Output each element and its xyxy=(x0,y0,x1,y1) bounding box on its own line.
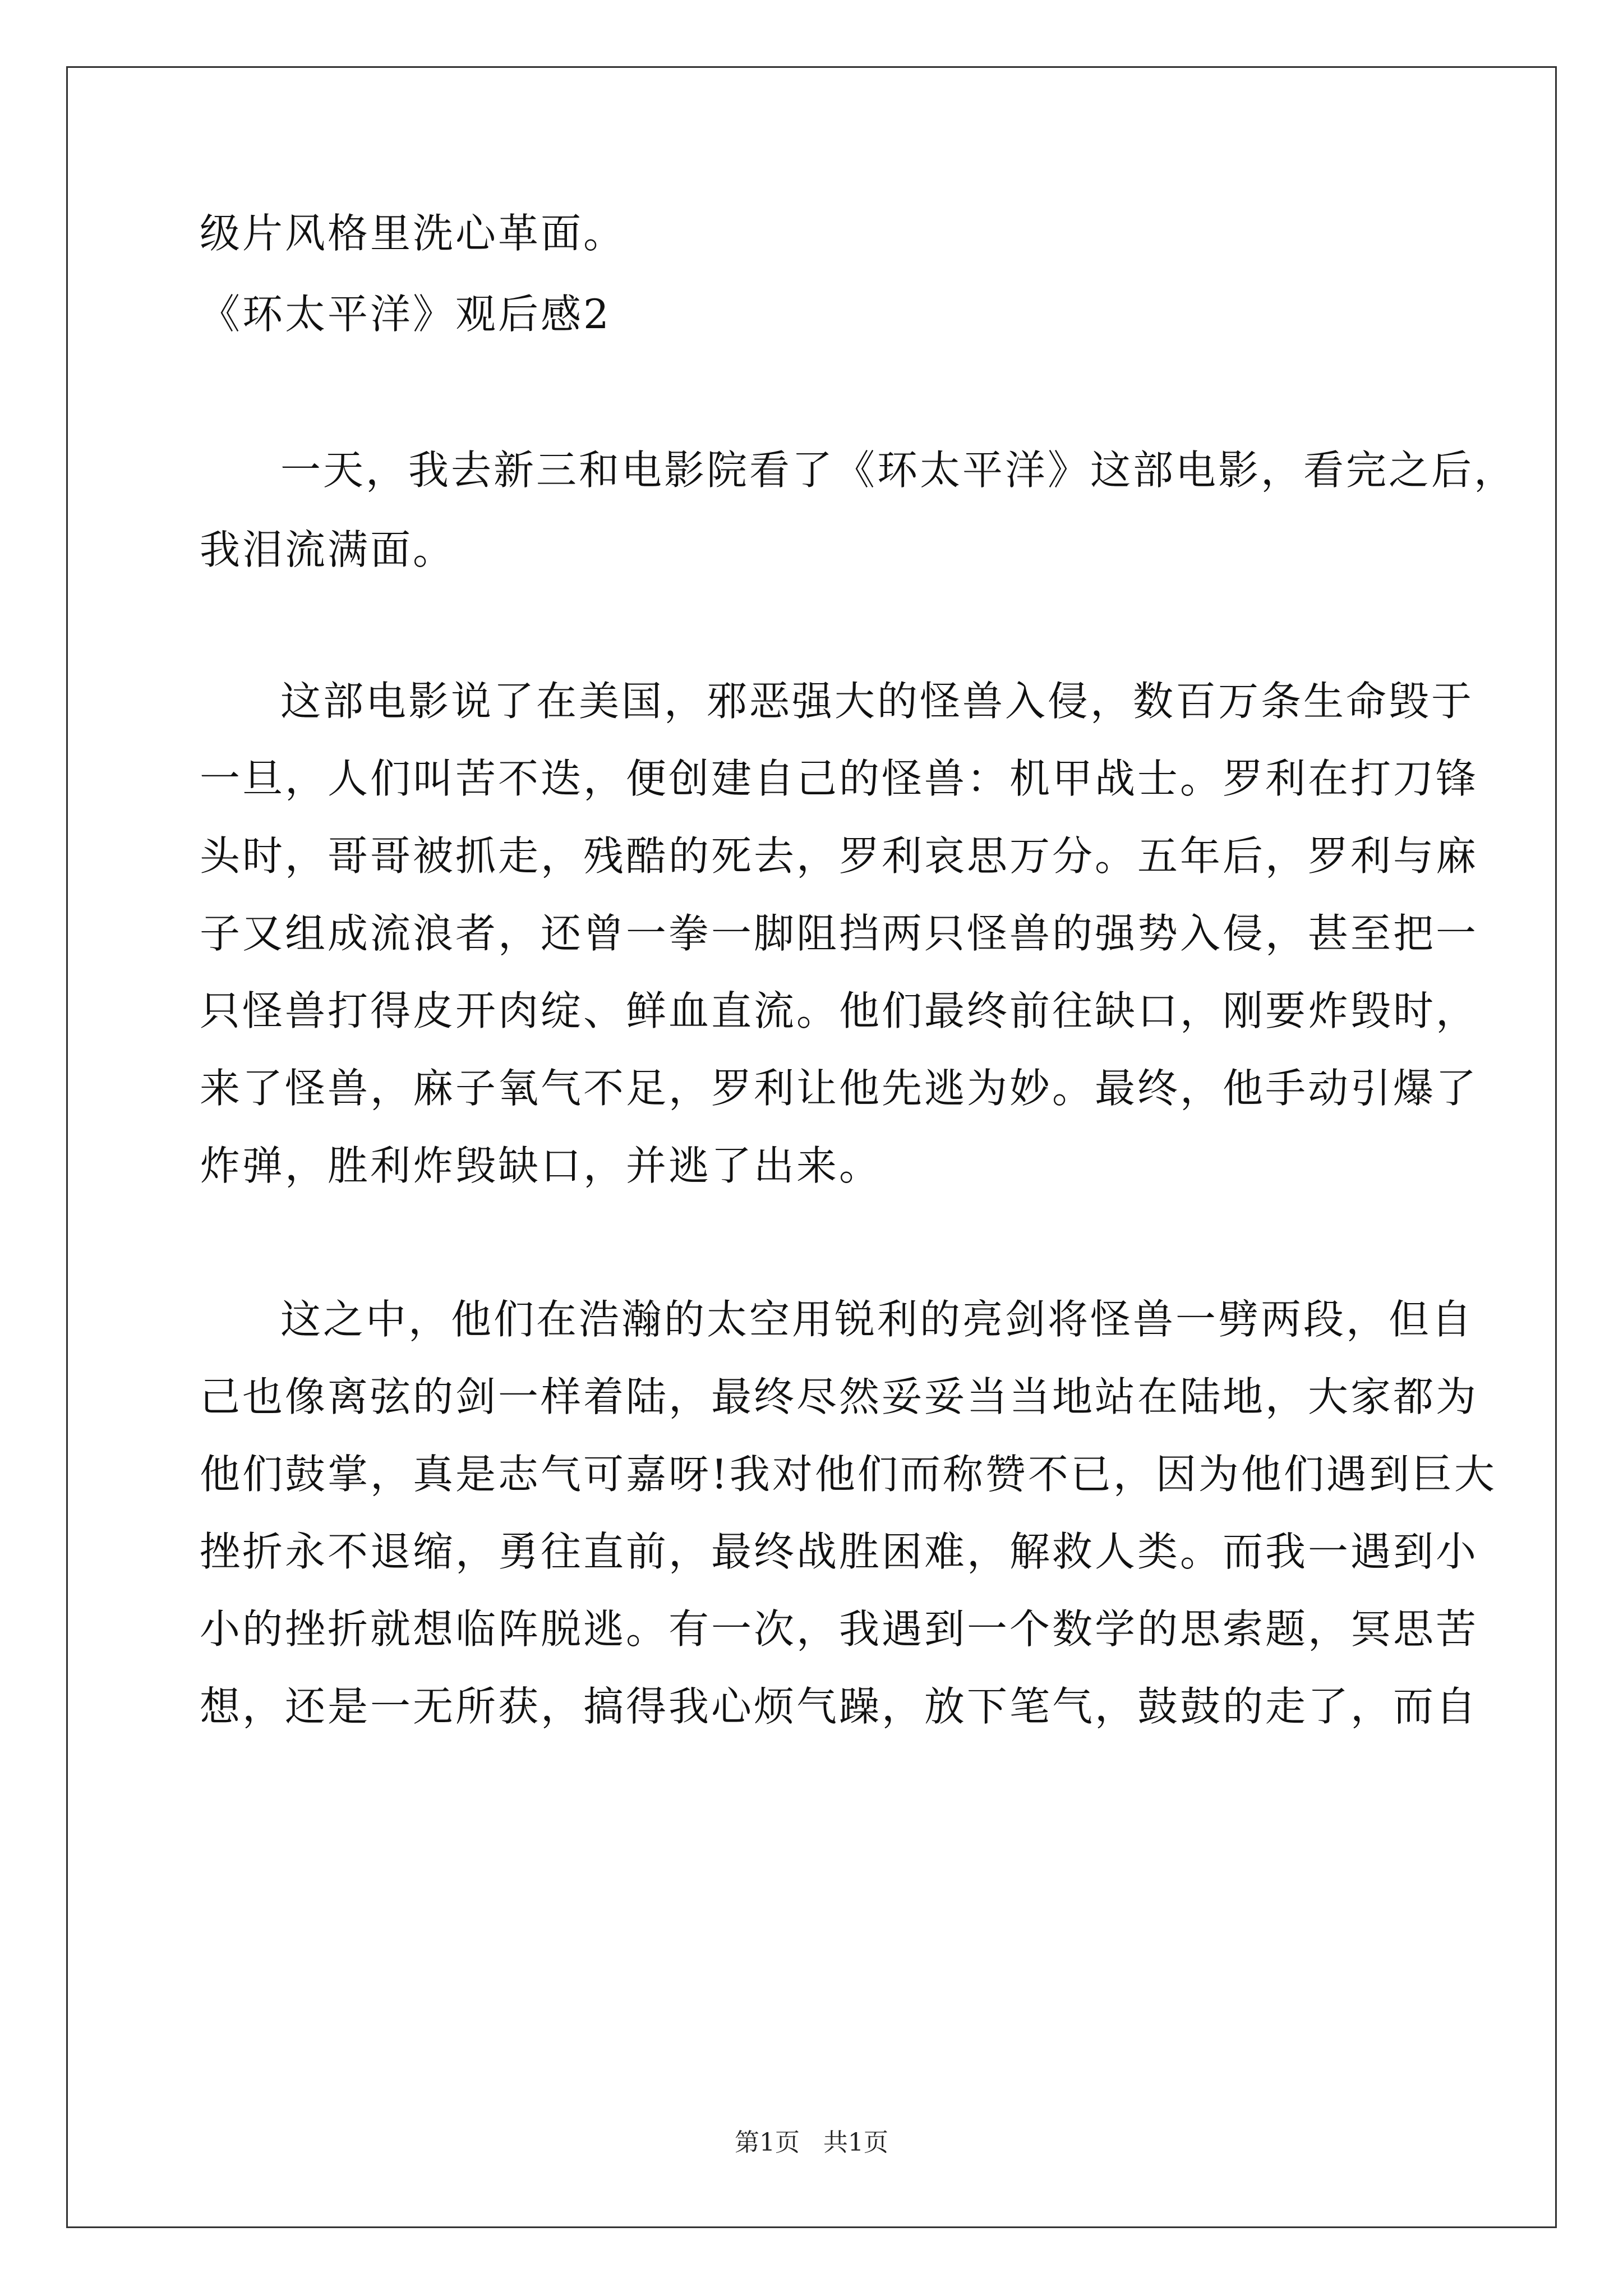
paragraph-line: 我泪流满面。 xyxy=(200,526,456,573)
paragraph-line: 小的挫折就想临阵脱逃。有一次，我遇到一个数学的思索题，冥思苦 xyxy=(200,1605,1479,1653)
paragraph-line: 来了怪兽，麻子氧气不足，罗利让他先逃为妙。最终，他手动引爆了 xyxy=(200,1065,1479,1112)
paragraph-line-continuation: 级片风格里洗心革面。 xyxy=(200,210,626,257)
page-number-footer: 第1页 共1页 xyxy=(735,2128,888,2157)
paragraph-line: 一天，我去新三和电影院看了《环太平洋》这部电影，看完之后， xyxy=(280,447,1517,494)
paragraph-line: 挫折永不退缩，勇往直前，最终战胜困难，解救人类。而我一遇到小 xyxy=(200,1528,1479,1575)
paragraph-line: 这部电影说了在美国，邪恶强大的怪兽入侵，数百万条生命毁于 xyxy=(280,678,1474,725)
paragraph-line: 己也像离弦的剑一样着陆，最终尽然妥妥当当地站在陆地，大家都为 xyxy=(200,1373,1479,1420)
paragraph-line: 一旦，人们叫苦不迭，便创建自己的怪兽：机甲战士。罗利在打刀锋 xyxy=(200,755,1479,802)
paragraph-line: 头时，哥哥被抓走，残酷的死去，罗利哀思万分。五年后，罗利与麻 xyxy=(200,832,1479,880)
paragraph-line: 想，还是一无所获，搞得我心烦气躁，放下笔气，鼓鼓的走了，而自 xyxy=(200,1683,1479,1730)
paragraph-line: 他们鼓掌，真是志气可嘉呀!我对他们而称赞不已，因为他们遇到巨大 xyxy=(200,1451,1497,1498)
section-heading: 《环太平洋》观后感2 xyxy=(200,291,611,338)
paragraph-line: 只怪兽打得皮开肉绽、鲜血直流。他们最终前往缺口，刚要炸毁时， xyxy=(200,987,1479,1034)
paragraph-line: 子又组成流浪者，还曾一拳一脚阻挡两只怪兽的强势入侵，甚至把一 xyxy=(200,910,1479,957)
paragraph-line: 炸弹，胜利炸毁缺口，并逃了出来。 xyxy=(200,1142,882,1189)
paragraph-line: 这之中，他们在浩瀚的太空用锐利的亮剑将怪兽一劈两段，但自 xyxy=(280,1296,1474,1343)
